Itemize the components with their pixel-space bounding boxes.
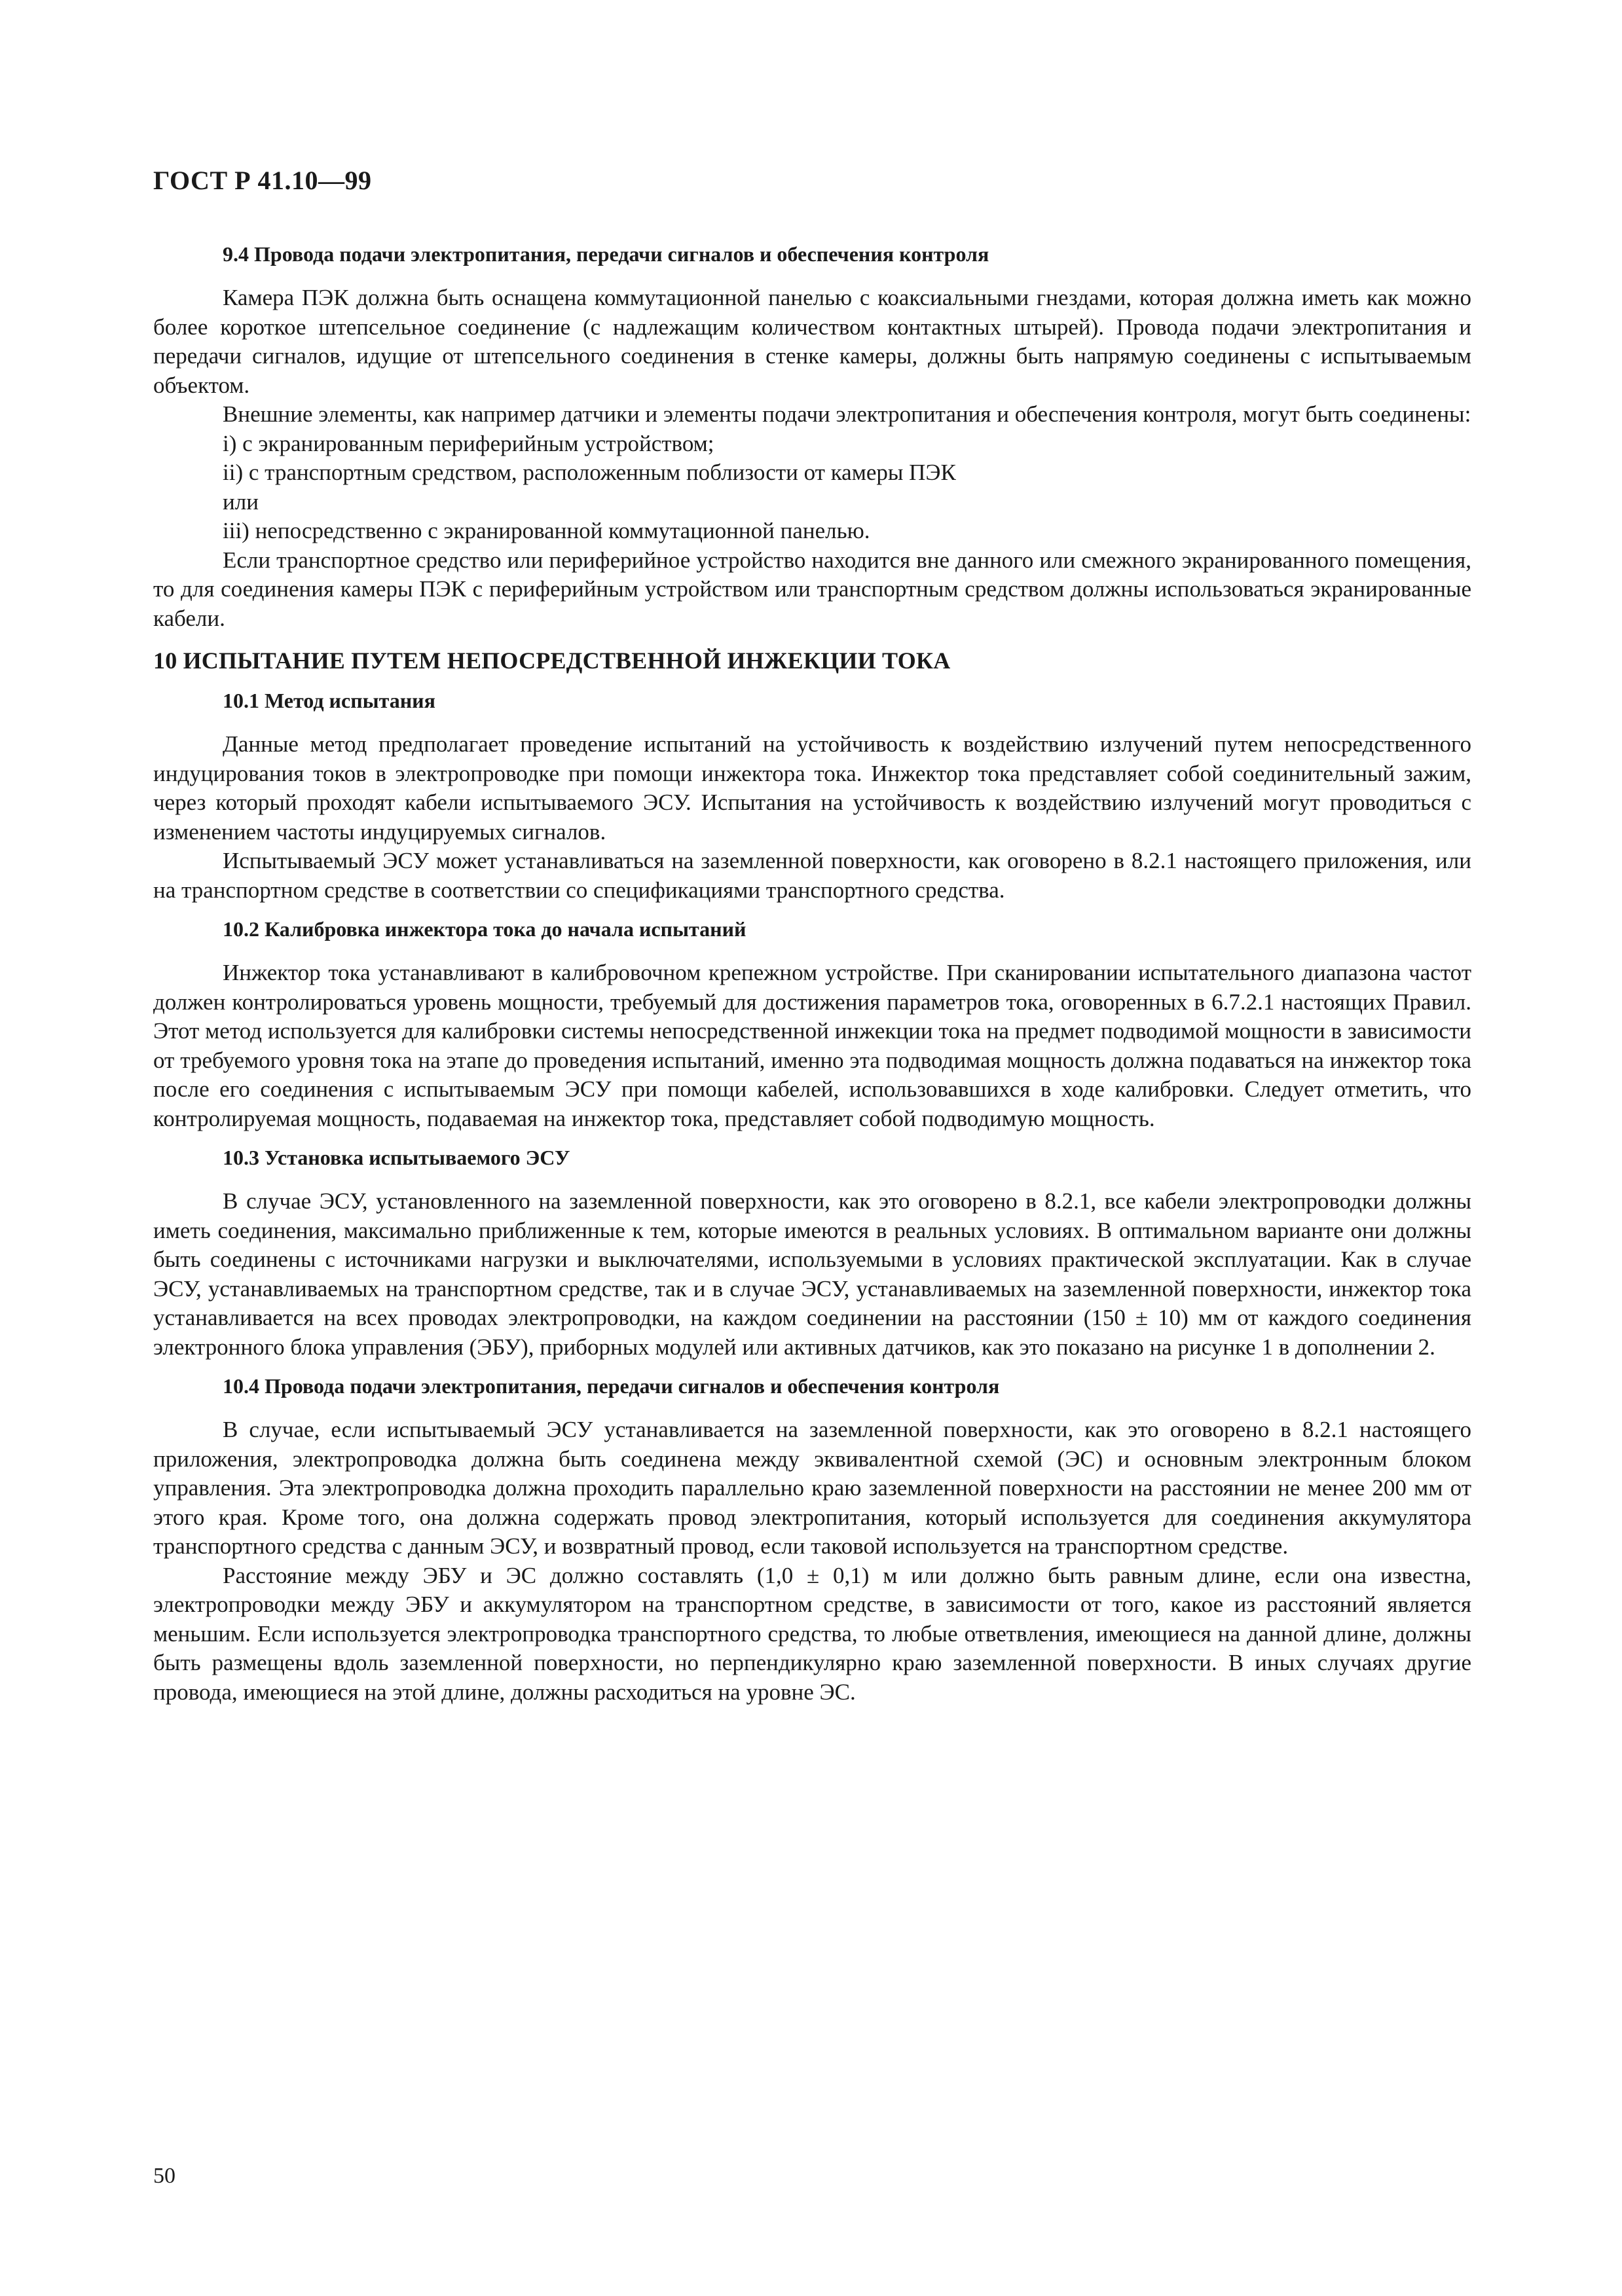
section-10-3-title: 10.3 Установка испытываемого ЭСУ	[223, 1146, 570, 1169]
document-code-header: ГОСТ Р 41.10—99	[153, 166, 372, 195]
section-9-4-paragraph-3: Если транспортное средство или периферийное устройство находится вне данного или смежного экранированного помещения, то для соединения камеры ПЭК с периферийным устройством или транспортным средством должны использоваться экранированные кабели.	[153, 547, 1471, 631]
section-9-4-title: 9.4 Провода подачи электропитания, передачи сигналов и обеспечения контроля	[223, 242, 989, 266]
section-9-4-list-item-iii: iii) непосредственно с экранированной коммутационной панелью.	[223, 518, 870, 543]
section-9-4-list-conjunction: или	[223, 488, 259, 515]
section-10-4-paragraph-1: В случае, если испытываемый ЭСУ устанавливается на заземленной поверхности, как это оговорено в 8.2.1 настоящего приложения, электропроводка должна быть соединена между эквивалентной схемой (ЭС) и основным электронным блоком управления. Эта электропроводка должна проходить параллельно краю заземленной поверхности на расстоянии не менее 200 мм от этого края. Кроме того, она должна содержать провод электропитания, который используется для соединения аккумулятора транспортного средства с данным ЭСУ, и возвратный провод, если таковой используется на транспортном средстве.	[153, 1417, 1471, 1559]
section-9-4-list-item-i: i) с экранированным периферийным устройством;	[223, 430, 714, 456]
section-10-1-paragraph-2: Испытываемый ЭСУ может устанавливаться на заземленной поверхности, как оговорено в 8.2.1 настоящего приложения, или на транспортном средстве в соответствии со спецификациями транспортного средства.	[153, 848, 1471, 903]
page-content	[153, 239, 1471, 1707]
section-10-title: 10 ИСПЫТАНИЕ ПУТЕМ НЕПОСРЕДСТВЕННОЙ ИНЖЕКЦИИ ТОКА	[153, 647, 951, 674]
section-9-4-paragraph-1: Камера ПЭК должна быть оснащена коммутационной панелью с коаксиальными гнездами, которая должна иметь как можно более короткое штепсельное соединение (с надлежащим количеством контактных штырей). Провода подачи электропитания и передачи сигналов, идущие от штепсельного соединения в стенке камеры, должны быть напрямую соединены с испытываемым объектом.	[153, 285, 1471, 398]
section-9-4-paragraph-2: Внешние элементы, как например датчики и элементы подачи электропитания и обеспечения контроля, могут быть соединены:	[223, 401, 1471, 427]
section-9-4-list-item-ii: ii) с транспортным средством, расположенным поблизости от камеры ПЭК	[223, 460, 956, 485]
section-10-2-title: 10.2 Калибровка инжектора тока до начала испытаний	[223, 917, 746, 941]
section-10-3-paragraph-1: В случае ЭСУ, установленного на заземленной поверхности, как это оговорено в 8.2.1, все кабели электропроводки должны иметь соединения, максимально приближенные к тем, которые имеются в реальных условиях. В оптимальном варианте они должны быть соединены с источниками нагрузки и выключателями, используемыми в условиях практической эксплуатации. Как в случае ЭСУ, устанавливаемых на транспортном средстве, так и в случае ЭСУ, устанавливаемых на заземленной поверхности, инжектор тока устанавливается на всех проводах электропроводки, на каждом соединении на расстоянии (150 ± 10) мм от каждого соединения электронного блока управления (ЭБУ), приборных модулей или активных датчиков, как это показано на рисунке 1 в дополнении 2.	[153, 1188, 1471, 1360]
section-10-4-title: 10.4 Провода подачи электропитания, передачи сигналов и обеспечения контроля	[223, 1374, 1000, 1398]
section-10-4-paragraph-2: Расстояние между ЭБУ и ЭС должно составлять (1,0 ± 0,1) м или должно быть равным длине, если она известна, электропроводки между ЭБУ и аккумулятором на транспортном средстве, в зависимости от того, какое из расстояний является меньшим. Если используется электропроводка транспортного средства, то любые ответвления, имеющиеся на данной длине, должны быть размещены вдоль заземленной поверхности, но перпендикулярно краю заземленной поверхности. В иных случаях другие провода, имеющиеся на этой длине, должны расходиться на уровне ЭС.	[153, 1562, 1471, 1705]
section-10-2-paragraph-1: Инжектор тока устанавливают в калибровочном крепежном устройстве. При сканировании испытательного диапазона частот должен контролироваться уровень мощности, требуемый для достижения параметров тока, оговоренных в 6.7.2.1 настоящих Правил. Этот метод используется для калибровки системы непосредственной инжекции тока на предмет подводимой мощности в зависимости от требуемого уровня тока на этапе до проведения испытаний, именно эта подводимая мощность должна подаваться на инжектор тока после его соединения с испытываемым ЭСУ при помощи кабелей, использовавшихся в ходе калибровки. Следует отметить, что контролируемая мощность, подаваемая на инжектор тока, представляет собой подводимую мощность.	[153, 960, 1471, 1131]
section-10-1-title: 10.1 Метод испытания	[223, 689, 435, 712]
section-10-1-paragraph-1: Данные метод предполагает проведение испытаний на устойчивость к воздействию излучений путем непосредственного индуцирования токов в электропроводке при помощи инжектора тока. Инжектор тока представляет собой соединительный зажим, через который проходят кабели испытываемого ЭСУ. Испытания на устойчивость к воздействию излучений могут проводиться с изменением частоты индуцируемых сигналов.	[153, 731, 1471, 845]
page-number: 50	[153, 2164, 175, 2188]
